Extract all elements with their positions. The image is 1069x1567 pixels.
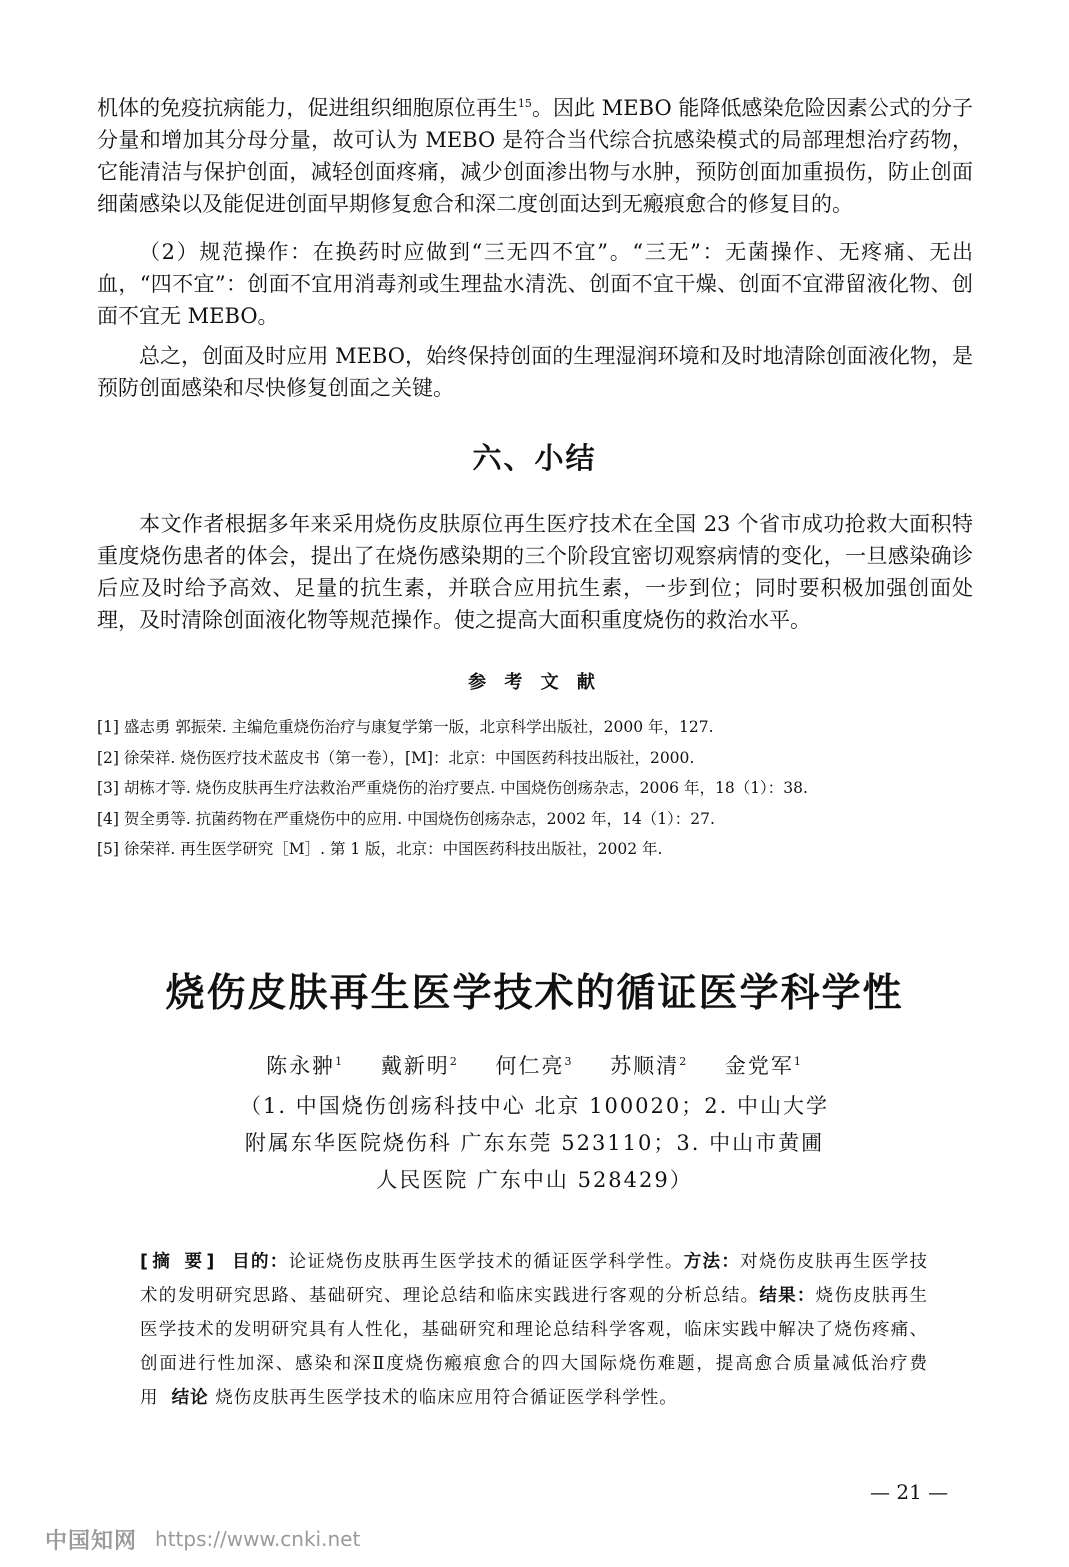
author: 戴新明$^2$	[380, 1054, 459, 1078]
citation-superscript: 15	[517, 97, 532, 110]
abstract-method: 对烧伤皮肤再生医学技术的发明研究思路、基础研究、理论总结和临床实践进行客观的分析总结。	[140, 1252, 929, 1306]
section-heading: 六、小结	[472, 441, 597, 475]
cnki-logo: 中国知网	[45, 1528, 138, 1554]
author-list	[0, 1050, 1069, 1080]
abstract-purpose: 论证烧伤皮肤再生医学技术的循证医学科学性。	[288, 1252, 684, 1272]
watermark-footer	[45, 1524, 360, 1554]
author: 苏顺清$^2$	[610, 1054, 689, 1078]
summary-paragraph: 总之，创面及时应用 MEBO，始终保持创面的生理湿润环境和及时地清除创面液化物，是预防创面感染和尽快修复创面之关键。	[97, 344, 973, 400]
abstract-conclusion: 烧伤皮肤再生医学技术的临床应用符合循证医学科学性。	[215, 1388, 678, 1408]
affiliations	[0, 1088, 1069, 1199]
paragraph-text: 机体的免疫抗病能力，促进组织细胞原位再生	[97, 96, 518, 120]
paragraph-text: 。因此 MEBO 能降低感染危险因素公式的分子分量和增加其分母分量，故可认为 MEBO 是符合当代综合抗感染模式的局部理想治疗药物，它能清洁与保护创面，减轻创面疼痛，减少创面渗出物与水肿，预防创面加重损伤，防止创面细菌感染以及能促进创面早期修复愈合和深二度创面达到无瘢痕愈合的修复目的。	[97, 96, 973, 216]
cnki-url[interactable]: https://www.cnki.net	[155, 1527, 361, 1551]
abstract-tag: [摘 要]	[140, 1252, 219, 1272]
abstract-label-result: 结果：	[759, 1286, 816, 1306]
affiliation-line: （1. 中国烧伤创疡科技中心 北京 100020；2. 中山大学	[240, 1094, 829, 1118]
author: 何仁亮$^3$	[495, 1054, 574, 1078]
reference-item: [4] 贺全勇等. 抗菌药物在严重烧伤中的应用. 中国烧伤创疡杂志，2002 年，14（1）：27.	[97, 809, 715, 828]
abstract	[140, 1245, 928, 1415]
abstract-label-conclusion: 结论	[171, 1388, 209, 1408]
continuation-paragraph	[97, 92, 973, 220]
abstract-label-method: 方法：	[683, 1252, 741, 1272]
references-heading: 参 考 文 献	[468, 672, 601, 693]
page-number: — 21 —	[870, 1480, 949, 1504]
abstract-result: 烧伤皮肤再生医学技术的发明研究具有人性化，基础研究和理论总结科学客观，临床实践中解决了烧伤疼痛、创面进行性加深、感染和深Ⅱ度烧伤瘢痕愈合的四大国际烧伤难题，提高愈合质量减低治疗费用	[140, 1286, 929, 1408]
author: 金党军$^1$	[724, 1054, 803, 1078]
reference-item: [5] 徐荣祥. 再生医学研究［M］. 第 1 版，北京：中国医药科技出版社，2002 年.	[97, 840, 663, 858]
reference-item: [2] 徐荣祥. 烧伤医疗技术蓝皮书（第一卷），[M]：北京：中国医药科技出版社，2000.	[97, 748, 695, 767]
operation-paragraph: （2）规范操作：在换药时应做到“三无四不宜”。“三无”：无菌操作、无疼痛、无出血，“四不宜”：创面不宜用消毒剂或生理盐水清洗、创面不宜干燥、创面不宜滞留液化物、创面不宜无 MEBO。	[97, 240, 973, 328]
reference-list	[97, 712, 973, 865]
conclusion-paragraph: 本文作者根据多年来采用烧伤皮肤原位再生医疗技术在全国 23 个省市成功抢救大面积特重度烧伤患者的体会，提出了在烧伤感染期的三个阶段宜密切观察病情的变化，一旦感染确诊后应及时给予高效、足量的抗生素，并联合应用抗生素，一步到位；同时要积极加强创面处理，及时清除创面液化物等规范操作。使之提高大面积重度烧伤的救治水平。	[97, 512, 973, 632]
affiliation-line: 人民医院 广东中山 528429）	[376, 1168, 693, 1192]
reference-item: [1] 盛志勇 郭振荣. 主编危重烧伤治疗与康复学第一版，北京科学出版社，2000 年，127.	[97, 718, 714, 736]
reference-item: [3] 胡栋才等. 烧伤皮肤再生疗法救治严重烧伤的治疗要点. 中国烧伤创疡杂志，2006 年，18（1）：38.	[97, 779, 808, 797]
abstract-label-purpose: 目的：	[232, 1252, 289, 1272]
author: 陈永翀$^1$	[266, 1054, 345, 1078]
article-title: 烧伤皮肤再生医学技术的循证医学科学性	[165, 971, 904, 1016]
affiliation-line: 附属东华医院烧伤科 广东东莞 523110；3. 中山市黄圃	[244, 1131, 825, 1155]
